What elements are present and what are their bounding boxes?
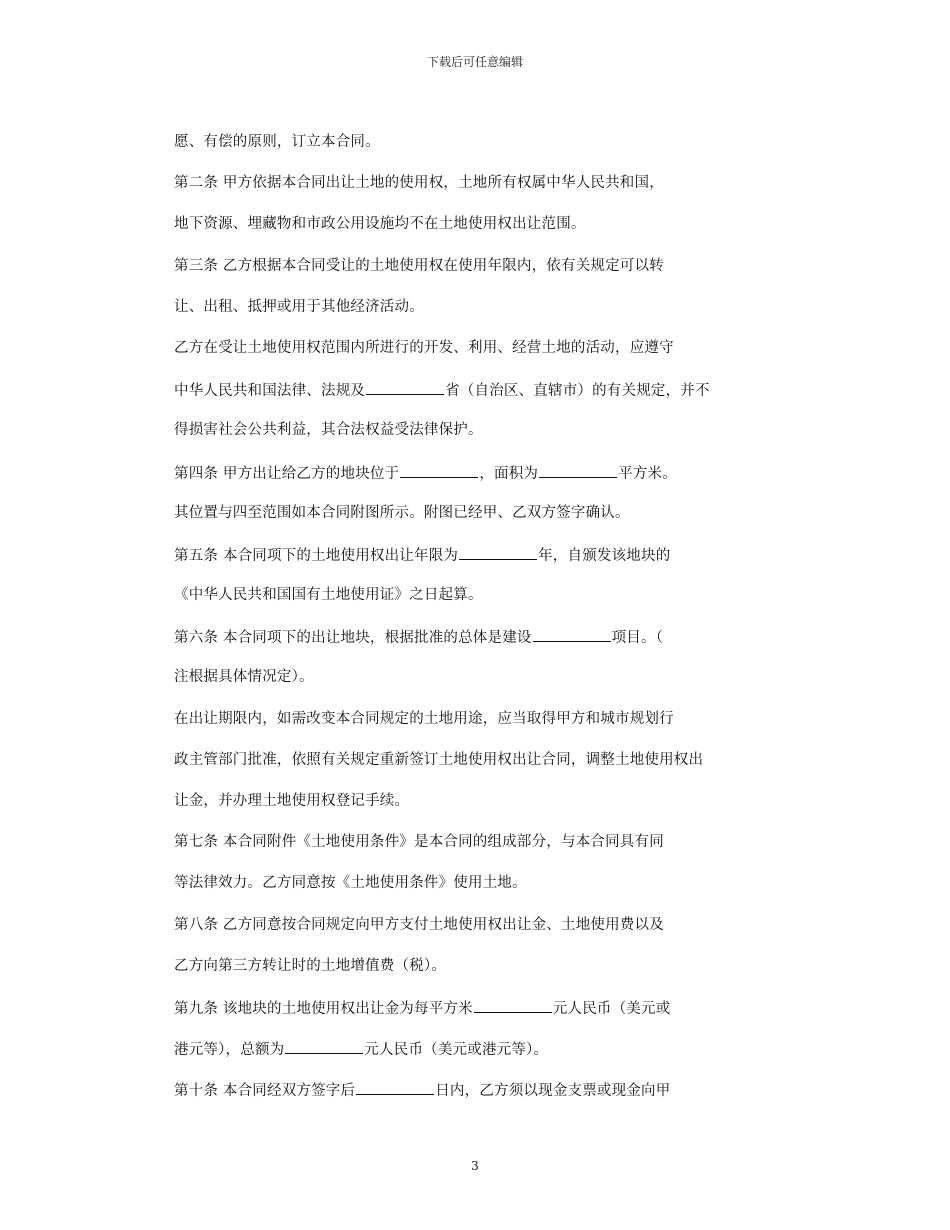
text-segment: 平方米。 — [618, 465, 677, 482]
text-line: 在出让期限内，如需改变本合同规定的土地用途，应当取得甲方和城市规划行 — [174, 710, 674, 727]
text-line: 《中华人民共和国国有土地使用证》之日起算。 — [174, 587, 483, 604]
text-line — [174, 379, 774, 399]
text-segment: 第六条 本合同项下的出让地块，根据批准的总体是建设 — [174, 630, 532, 647]
contract-body — [174, 132, 774, 1121]
text-line: 乙方在受让土地使用权范围内所进行的开发、利用、经营土地的活动，应遵守 — [174, 339, 674, 356]
text-segment: 第四条 甲方出让给乙方的地块位于 — [174, 465, 400, 482]
fill-in-blank — [533, 626, 611, 642]
text-line: 第二条 甲方依据本合同出让土地的使用权，土地所有权属中华人民共和国， — [174, 175, 664, 192]
fill-in-blank — [285, 1038, 363, 1054]
text-segment: 第十条 本合同经双方签字后 — [174, 1083, 356, 1100]
text-line: 等法律效力。乙方同意按《土地使用条件》使用土地。 — [174, 875, 527, 892]
fill-in-blank — [366, 379, 444, 395]
text-line — [174, 997, 774, 1017]
text-line: 让、出租、抵押或用于其他经济活动。 — [174, 298, 424, 315]
text-segment: 第九条 该地块的土地使用权出让金为每平方米 — [174, 1000, 473, 1017]
text-line — [174, 1038, 774, 1058]
fill-in-blank — [459, 544, 537, 560]
text-segment: 项目。（ — [611, 630, 664, 647]
fill-in-blank — [539, 462, 617, 478]
text-line — [174, 462, 774, 482]
text-line: 愿、有偿的原则，订立本合同。 — [174, 134, 380, 150]
text-line — [174, 1079, 774, 1099]
text-segment: ，面积为 — [479, 465, 539, 482]
text-segment: 年，自颁发该地块的 — [538, 547, 671, 564]
fill-in-blank — [356, 1079, 434, 1095]
text-segment: 第五条 本合同项下的土地使用权出让年限为 — [174, 547, 459, 564]
text-line — [174, 544, 774, 564]
text-line: 其位置与四至范围如本合同附图所示。附图已经甲、乙双方签字确认。 — [174, 504, 630, 521]
text-line — [174, 626, 774, 646]
page-number: 3 — [471, 1159, 479, 1173]
page-header: 下载后可任意编辑 — [426, 55, 523, 69]
text-segment: 日内，乙方须以现金支票或现金向甲 — [435, 1083, 671, 1100]
text-line: 得损害社会公共利益，其合法权益受法律保护。 — [174, 422, 483, 439]
text-line: 第三条 乙方根据本合同受让的土地使用权在使用年限内，依有关规定可以转 — [174, 257, 664, 274]
text-line: 乙方向第三方转让时的土地增值费（税）。 — [174, 957, 447, 974]
text-segment: 元人民币（美元或 — [552, 1000, 671, 1017]
text-line: 政主管部门批准，依照有关规定重新签订土地使用权出让合同，调整土地使用权出 — [174, 751, 704, 768]
text-line: 第八条 乙方同意按合同规定向甲方支付土地使用权出让金、土地使用费以及 — [174, 916, 664, 933]
text-segment: 省（自治区、直辖市）的有关规定，并不 — [445, 383, 710, 400]
text-segment: 港元等），总额为 — [174, 1042, 285, 1059]
fill-in-blank — [474, 997, 552, 1013]
text-line: 地下资源、埋藏物和市政公用设施均不在土地使用权出让范围。 — [174, 216, 586, 233]
text-segment: 元人民币（美元或港元等）。 — [364, 1042, 549, 1059]
text-line: 注根据具体情况定）。 — [174, 669, 314, 686]
text-line: 让金，并办理土地使用权登记手续。 — [174, 793, 410, 809]
fill-in-blank — [400, 462, 478, 478]
text-segment: 中华人民共和国法律、法规及 — [174, 383, 366, 400]
text-line: 第七条 本合同附件《土地使用条件》是本合同的组成部分，与本合同具有同 — [174, 834, 664, 851]
